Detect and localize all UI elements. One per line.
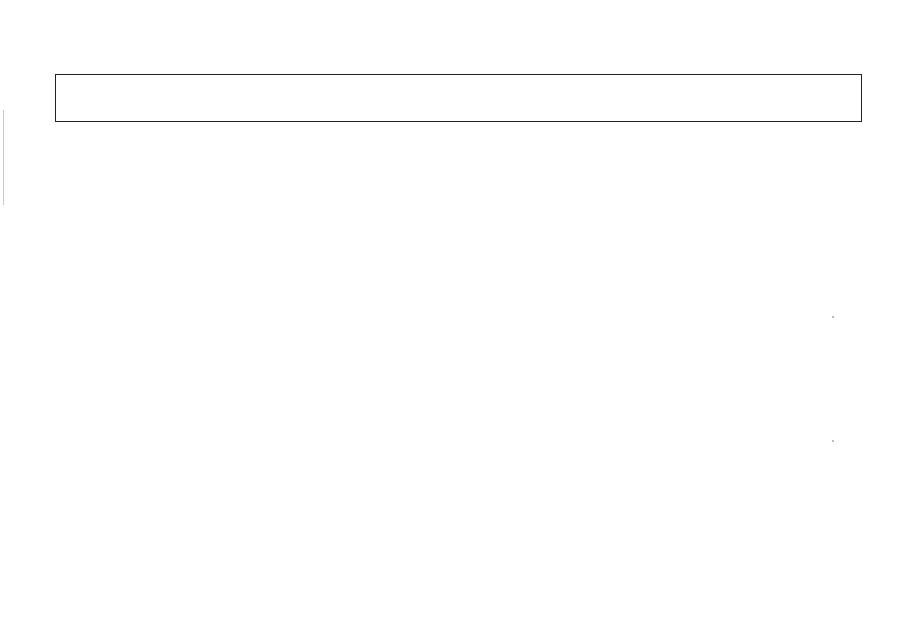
table-body-task <box>56 75 862 122</box>
scan-margin-line <box>3 110 4 205</box>
scan-speck <box>832 316 834 318</box>
scan-speck <box>832 440 834 442</box>
task-heading <box>56 75 862 122</box>
measures-table <box>55 74 862 122</box>
task-heading-row <box>56 75 862 122</box>
